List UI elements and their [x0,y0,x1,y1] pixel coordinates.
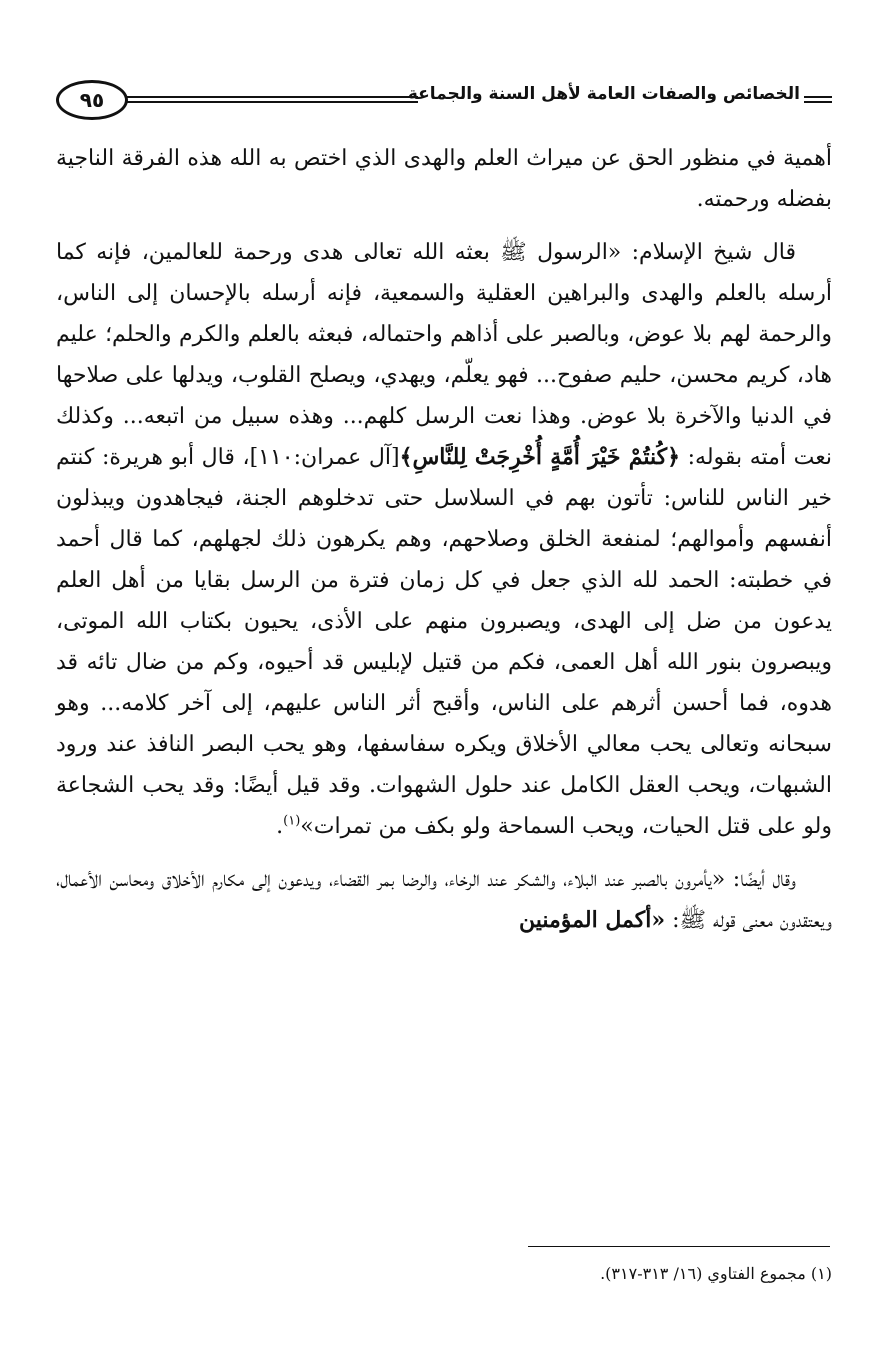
paragraph-2-end: . [276,814,284,839]
hadith-quote: «أكمل المؤمنين [518,907,666,933]
running-title: الخصائص والصفات العامة لأهل السنة والجماعة [407,84,800,104]
page-header [56,70,832,130]
paragraph-3 [56,859,832,941]
quran-verse: ﴿كُنتُمْ خَيْرَ أُمَّةٍ أُخْرِجَتْ لِلنَّاسِ﴾ [399,444,681,470]
paragraph-3-text: وقال أيضًا: «يأمرون بالصبر عند البلاء، والشكر عند الرخاء، والرضا بمر القضاء، ويدعون إلى مكارم الأخلاق ومحاسن الأعمال، ويعتقدون معنى قوله ﷺ: [56,867,832,933]
footnote-1-text: مجموع الفتاوي (١٦/ ٣١٣-٣١٧). [600,1264,806,1283]
paragraph-2-text-after-verse: ، قال أبو هريرة: كنتم خير الناس للناس: تأتون بهم في السلاسل حتى تدخلوهم الجنة، فيجاهدون ويبذلون أنفسهم وأموالهم؛ لمنفعة الخلق وصلاحهم، وهم يكرهون ذلك لجهلهم، كما قال أحمد في خطبته: الحمد لله الذي جعل في كل زمان فترة من الرسل بقايا من أهل العلم يدعون من ضل إلى الهدى، ويصبرون منهم على الأذى، يحيون بكتاب الله الموتى، ويبصرون بنور الله أهل العمى، فكم من قتيل لإبليس قد أحيوه، وكم من ضال تائه قد هدوه، فما أحسن أثرهم على الناس، وأقبح أثر الناس عليهم، إلى آخر كلامه... وهو سبحانه وتعالى يحب معالي الأخلاق ويكره سفاسفها، وهو يحب البصر النافذ عند ورود الشبهات، ويحب العقل الكامل عند حلول الشهوات. وقد قيل أيضًا: وقد يحب الشجاعة ولو على قتل الحيات، ويحب السماحة ولو بكف من تمرات» [56,445,832,839]
footnote-1-marker: (١) [810,1264,832,1283]
paragraph-1-text: أهمية في منظور الحق عن ميراث العلم والهدى الذي اختص به الله هذه الفرقة الناجية بفضله ورحمته. [56,146,832,212]
header-rule-left [120,96,418,103]
paragraph-2 [56,232,832,847]
paragraph-2-text-before-verse: قال شيخ الإسلام: «الرسول ﷺ بعثه الله تعالى هدى ورحمة للعالمين، فإنه كما أرسله بالعلم والهدى والبراهين العقلية والسمعية، فإنه أرسله بالإحسان إلى الناس، والرحمة لهم بلا عوض، وبالصبر على أذاهم واحتماله، فبعثه بالعلم والكرم والحلم؛ عليم هاد، كريم محسن، حليم صفوح... فهو يعلّم، ويهدي، ويصلح القلوب، ويدلها على صلاحها في الدنيا والآخرة بلا عوض. وهذا نعت الرسل كلهم... وهذه سبيل من اتبعه... وكذلك نعت أمته بقوله: [56,240,832,470]
verse-reference: [آل عمران:١١٠] [249,445,400,470]
footnote-marker: (١) [283,813,301,829]
footnote-separator [528,1246,830,1247]
main-text [56,138,832,953]
paragraph-1 [56,138,832,220]
page-number: ٩٥ [56,80,128,120]
footnote-1 [56,1262,832,1286]
header-rule-right [804,96,832,103]
